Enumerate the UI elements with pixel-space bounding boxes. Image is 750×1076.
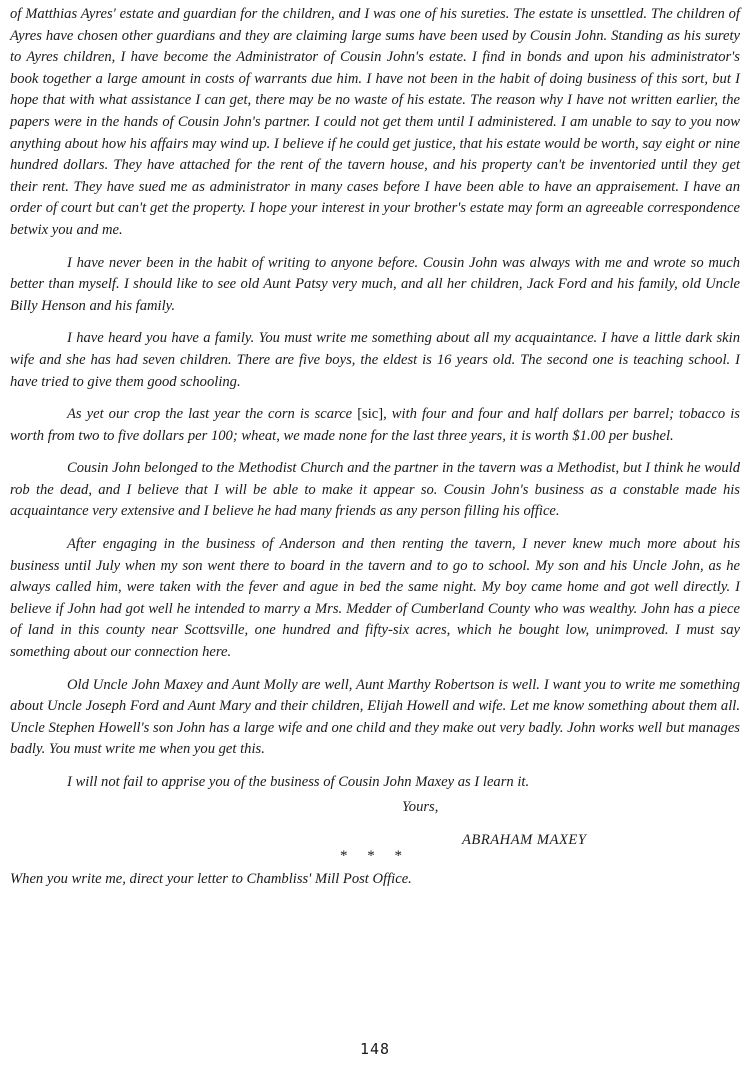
crop-text-after: , with four and four and half dollars per barrel; tobacco is worth from two to five dollars per 100; wheat, we made none for the last three years, it is worth $1.00 per bushel. [10, 406, 740, 444]
letter-paragraph-4 [10, 404, 740, 447]
letter-paragraph-7: Old Uncle John Maxey and Aunt Molly are well, Aunt Marthy Robertson is well. I want you to write me something about Uncle Joseph Ford and Aunt Mary and their children, Elijah Howell and wife. Let me know something about them all. Uncle Stephen Howell's son John has a large wife and one child and they make out very badly. John works well but manages badly. You must write me when you get this. [10, 676, 740, 758]
section-separator: * * * [340, 848, 410, 864]
letter-paragraph-8: I will not fail to apprise you of the business of Cousin John Maxey as I learn it. [67, 774, 530, 790]
letter-paragraph-1: of Matthias Ayres' estate and guardian for the children, and I was one of his sureties. The estate is unsettled. The children of Ayres have chosen other guardians and they are claiming large sums have been used by Cousin John. Standing as his surety to Ayres children, I have become the Administrator of Cousin John's estate. I find in bonds and upon his administrator's book together a large amount in costs of warrants due him. I have not been in the habit of doing business of this sort, but I hope that with what assistance I can get, there may be no waste of his estate. The reason why I have not written earlier, the papers were in the hands of Cousin John's partner. I could not get them until I administered. I am unable to say to you now anything about how his affairs may wind up. I believe if he could get justice, that his estate would be worth, say eight or nine hundred dollars. They have attached for the rent of the tavern house, and his property can't be inventoried until they get their rent. They have sued me as administrator in many cases before I have been able to have an appraisement. I have an order of court but can't get the property. I hope your interest in your brother's estate may form an agreeable correspondence betwix you and me. [10, 6, 741, 238]
letter-postscript: When you write me, direct your letter to Chambliss' Mill Post Office. [10, 870, 412, 887]
letter-signature: ABRAHAM MAXEY [462, 832, 587, 849]
letter-paragraph-5: Cousin John belonged to the Methodist Church and the partner in the tavern was a Methodist, but I think he would rob the dead, and I believe that I will be able to make it appear so. Cousin John's business as a constable made his acquaintance very extensive and I believe he had many friends as any person filling his office. [10, 460, 740, 520]
crop-text-before: As yet our crop the last year the corn is scarce [67, 406, 358, 423]
sic-marker: [sic] [357, 406, 384, 423]
letter-paragraph-3: I have heard you have a family. You must write me something about all my acquaintance. I have a little dark skin wife and she has had seven children. There are five boys, the eldest is 16 years old. The second one is teaching school. I have tried to give them good schooling. [10, 330, 740, 390]
letter-page [10, 4, 740, 890]
letter-closing: Yours, [402, 798, 439, 815]
letter-paragraph-6: After engaging in the business of Anderson and then renting the tavern, I never knew much more about his business until July when my son went there to board in the tavern and to go to school. My son and his Uncle John, as he always called him, were taken with the fever and ague in bed the same night. My boy came home and got well directly. I believe if John had got well he intended to marry a Mrs. Medder of Cumberland County who was wealthy. John has a piece of land in this county near Scottsville, one hundred and fifty-six acres, which he bought low, unimproved. I must say something about our connection here. [10, 536, 740, 661]
letter-paragraph-2: I have never been in the habit of writing to anyone before. Cousin John was always with me and wrote so much better than myself. I should like to see old Aunt Patsy very much, and all her children, Jack Ford and his family, old Uncle Billy Henson and his family. [10, 254, 740, 314]
page-number: 148 [359, 1040, 391, 1058]
